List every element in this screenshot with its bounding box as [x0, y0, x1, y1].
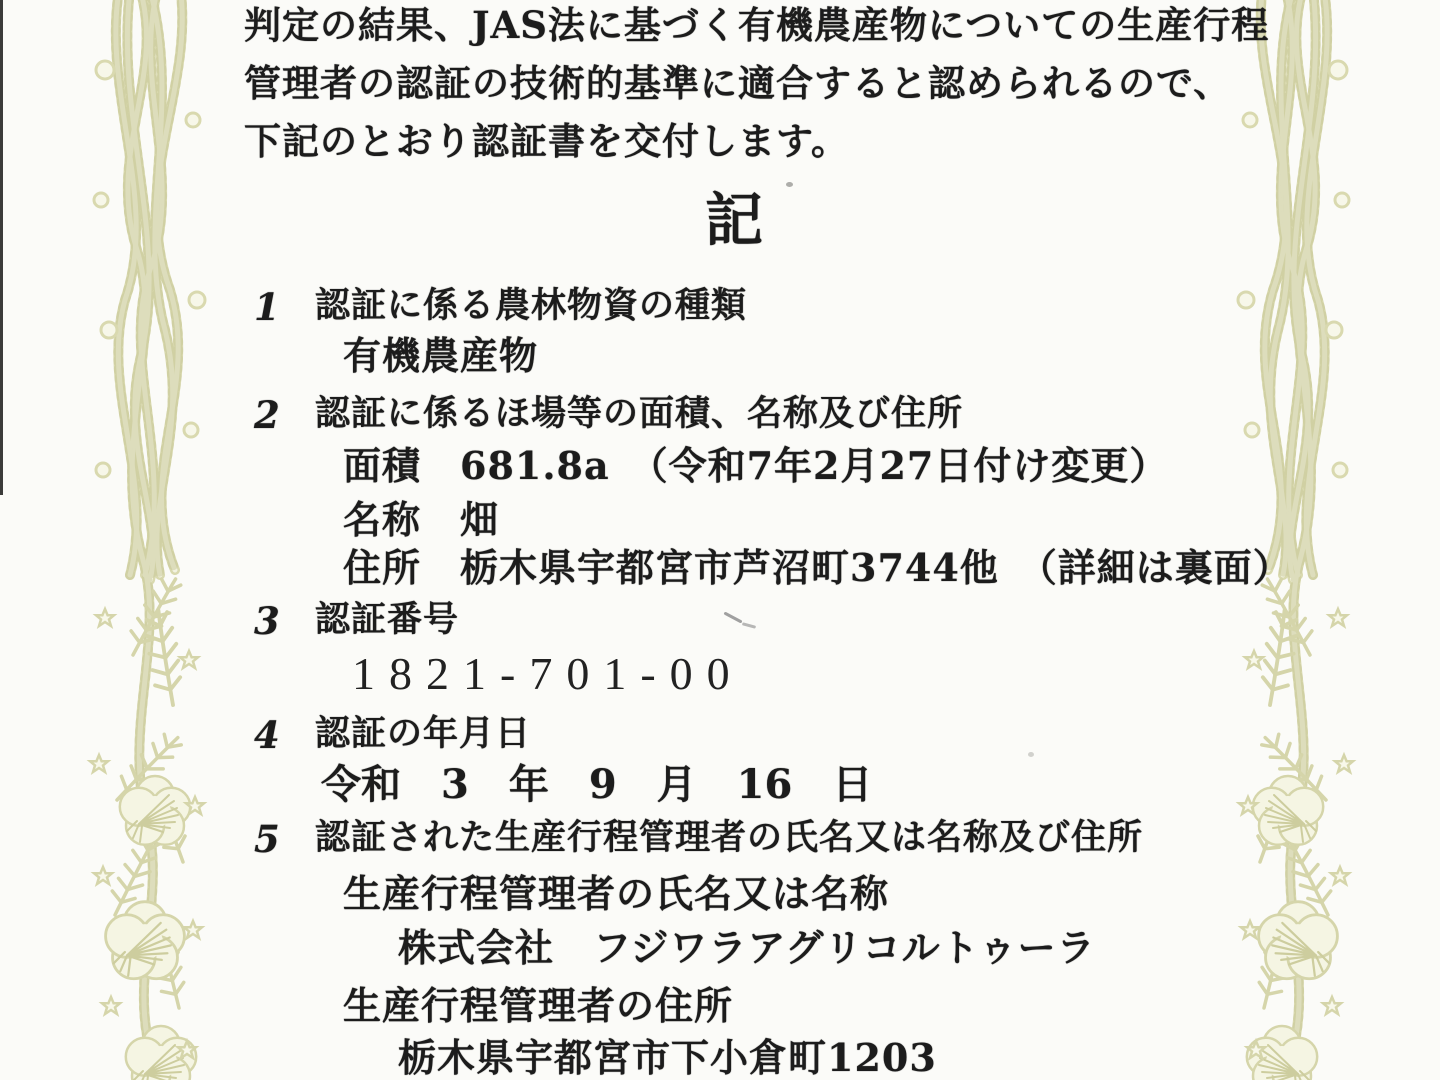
- certification-date-value: 令和 3 年 9 月 16 日: [321, 761, 873, 808]
- item-1-label: 認証に係る農林物資の種類: [315, 285, 748, 326]
- scan-speck: [786, 182, 793, 187]
- item-5-label: 認証された生産行程管理者の氏名又は名称及び住所: [315, 817, 1144, 858]
- item-1-value: 有機農産物: [343, 333, 539, 378]
- pencil-smudge: [723, 611, 742, 623]
- item-2-area-line: 面積 681.8a （令和7年2月27日付け変更）: [343, 443, 1169, 488]
- item-2-name-line: 名称 畑: [343, 497, 500, 542]
- section-marker: 記: [705, 186, 766, 254]
- certification-number-value: 1821-701-00: [352, 648, 744, 699]
- right-ornamental-border: [1218, 0, 1368, 1080]
- operator-name-value: 株式会社 フジワラアグリコルトゥーラ: [398, 925, 1096, 970]
- item-4-number: 4: [254, 713, 280, 757]
- pencil-smudge: [742, 622, 756, 629]
- intro-line-3: 下記のとおり認証書を交付します。: [244, 119, 850, 163]
- item-2-address-line: 住所 栃木県宇都宮市芦沼町3744他 （詳細は裏面）: [343, 545, 1292, 590]
- scan-speck: [1028, 752, 1034, 757]
- item-2-number: 2: [254, 393, 280, 437]
- item-2-label: 認証に係るほ場等の面積、名称及び住所: [315, 393, 964, 434]
- item-5-number: 5: [254, 817, 280, 861]
- scan-edge-artifact: [0, 0, 3, 495]
- item-3-number: 3: [254, 599, 280, 643]
- intro-line-1: 判定の結果、JAS法に基づく有機農産物についての生産行程: [244, 3, 1270, 47]
- operator-address-heading: 生産行程管理者の住所: [343, 983, 734, 1028]
- operator-name-heading: 生産行程管理者の氏名又は名称: [343, 871, 890, 916]
- item-4-label: 認証の年月日: [315, 713, 532, 754]
- operator-address-value: 栃木県宇都宮市下小倉町1203: [398, 1035, 937, 1080]
- left-ornamental-border: [75, 0, 225, 1080]
- intro-line-2: 管理者の認証の技術的基準に適合すると認められるので、: [244, 61, 1232, 105]
- item-3-label: 認証番号: [315, 599, 460, 640]
- item-1-number: 1: [254, 285, 280, 329]
